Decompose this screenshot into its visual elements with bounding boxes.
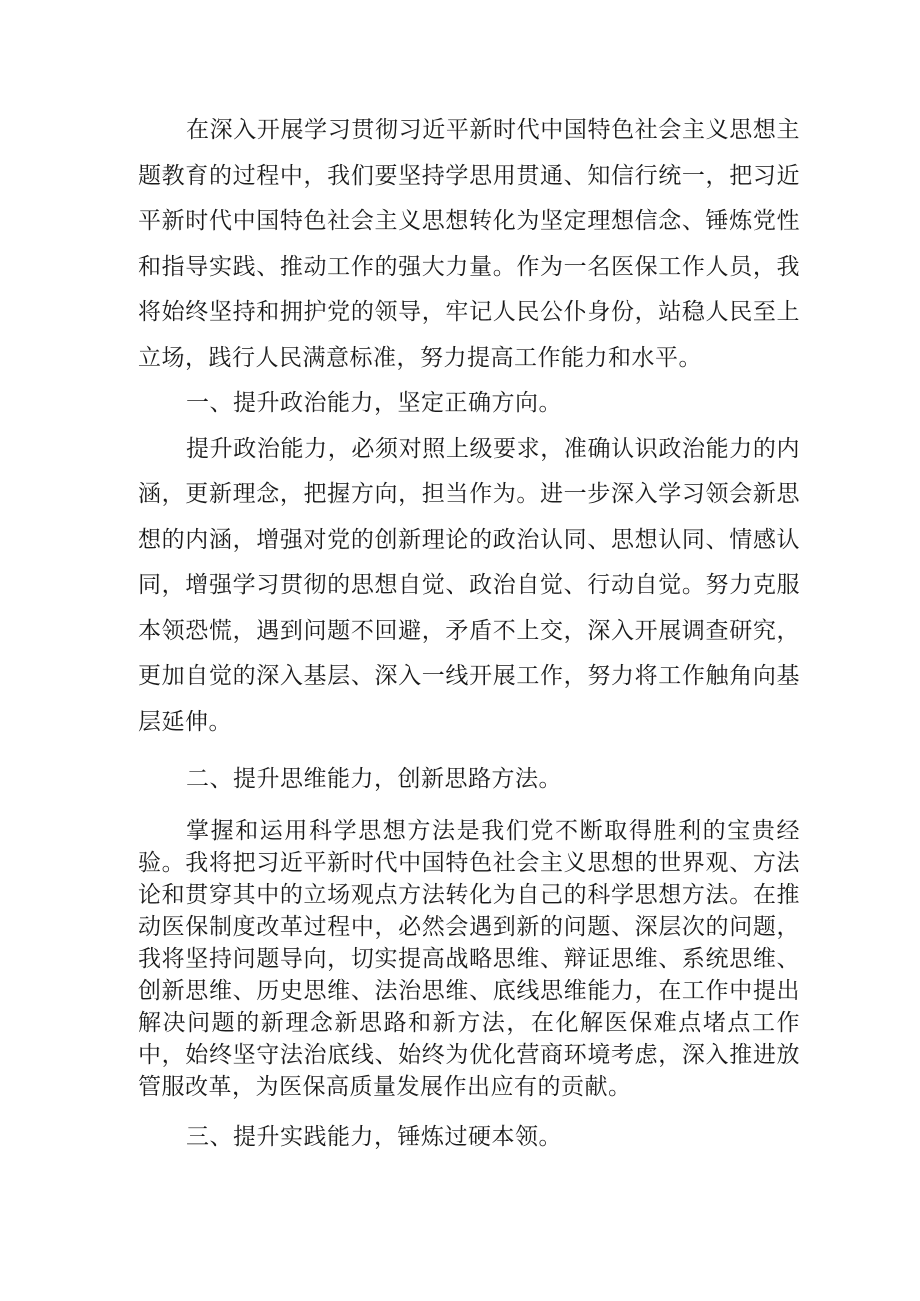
section-1-paragraph: 提升政治能力，必须对照上级要求，准确认识政治能力的内涵，更新理念，把握方向，担当作为。进一步深入学习领会新思想的内涵，增强对党的创新理论的政治认同、思想认同、情感认同，增强学习贯彻的思想自觉、政治自觉、行动自觉。努力克服本领恐慌，遇到问题不回避，矛盾不上交，深入开展调查研究，更加自觉的深入基层、深入一线开展工作，努力将工作触角向基层延伸。 bbox=[138, 435, 800, 735]
document-page bbox=[138, 108, 800, 1160]
section-2-paragraph: 掌握和运用科学思想方法是我们党不断取得胜利的宝贵经验。我将把习近平新时代中国特色社会主义思想的世界观、方法论和贯穿其中的立场观点方法转化为自己的科学思想方法。在推动医保制度改革过程中，必然会遇到新的问题、深层次的问题，我将坚持问题导向，切实提高战略思维、辩证思维、系统思维、创新思维、历史思维、法治思维、底线思维能力，在工作中提出解决问题的新理念新思路和新方法，在化解医保难点堵点工作中，始终坚守法治底线、始终为优化营商环境考虑，深入推进放管服改革，为医保高质量发展作出应有的贡献。 bbox=[138, 817, 800, 1100]
intro-paragraph: 在深入开展学习贯彻习近平新时代中国特色社会主义思想主题教育的过程中，我们要坚持学思用贯通、知信行统一，把习近平新时代中国特色社会主义思想转化为坚定理想信念、锤炼党性和指导实践、推动工作的强大力量。作为一名医保工作人员，我将始终坚持和拥护党的领导，牢记人民公仆身份，站稳人民至上立场，践行人民满意标准，努力提高工作能力和水平。 bbox=[138, 117, 800, 371]
section-heading-3: 三、提升实践能力，锤炼过硬本领。 bbox=[186, 1123, 562, 1150]
section-heading-2: 二、提升思维能力，创新思路方法。 bbox=[186, 766, 562, 792]
section-heading-1: 一、提升政治能力，坚定正确方向。 bbox=[186, 390, 562, 416]
